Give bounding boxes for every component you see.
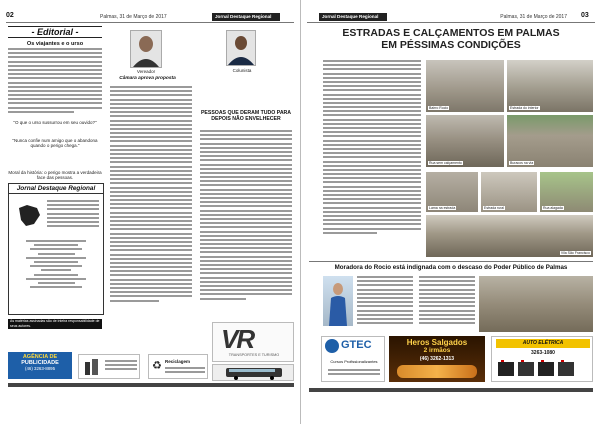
bottom-rule — [8, 383, 294, 387]
vr-logo: VR — [221, 324, 254, 354]
person-icon — [323, 276, 353, 326]
person-icon — [227, 31, 255, 65]
bus-icon — [224, 366, 284, 380]
photo-caption: Lama na estrada — [429, 206, 456, 210]
road-photo-6 — [481, 172, 537, 212]
masthead-box — [8, 183, 104, 315]
header-bar — [319, 13, 387, 21]
agency-ad[interactable] — [8, 352, 72, 379]
top-rule — [307, 22, 595, 23]
resident-photo — [323, 276, 353, 326]
masthead-footer: As matérias assinadas são de inteira responsabilidade de seus autores. — [8, 319, 102, 329]
article-body — [323, 60, 421, 246]
header-bar — [212, 13, 280, 21]
editorial-question: "O que o urso sussurrou em seu ouvido?" — [13, 120, 97, 125]
agency-ad-line1: AGÊNCIA DE — [22, 354, 58, 360]
agency-ad-phone: (46) 3263-8895 — [24, 366, 56, 371]
headline-line-1: ESTRADAS E CALÇAMENTOS EM PALMAS — [342, 27, 560, 39]
heros-phone: (46) 3262-1313 — [419, 356, 455, 362]
recycle-icon: ♻ — [152, 360, 162, 372]
auto-eletrica-name: AUTO ELÉTRICA — [496, 339, 590, 348]
photo-caption: Vila São Francisco — [560, 251, 590, 255]
column-1-body — [110, 86, 192, 318]
editorial-title: - Editorial - — [8, 26, 102, 38]
editorial-headline: Os viajantes e o urso — [26, 41, 84, 47]
agency-ad-line2: PUBLICIDADE — [21, 360, 59, 366]
road-photo-2 — [507, 60, 593, 112]
photo-caption: Estrada rural — [484, 206, 505, 210]
map-icon — [15, 202, 43, 228]
photo-caption: Rua alagada — [543, 206, 563, 210]
recycling-ad-text: Reciclagem — [165, 359, 191, 364]
page-number: 02 — [6, 12, 14, 19]
column-2-body — [200, 130, 292, 320]
editorial-body-text — [8, 48, 102, 118]
gtec-tagline: Cursos Profissionalizantes — [330, 359, 378, 364]
road-photo-3 — [426, 115, 504, 167]
street-photo — [479, 276, 593, 332]
columnist-1-photo — [130, 30, 162, 68]
building-icon — [83, 358, 101, 376]
auto-eletrica-ad[interactable] — [491, 336, 593, 382]
photo-caption: Buracos na via — [510, 161, 534, 165]
building-ad[interactable] — [78, 354, 140, 379]
column-2-headline: PESSOAS QUE DERAM TUDO PARA DEPOIS NÃO ENVELHECER — [200, 110, 292, 122]
header-date: Palmas, 31 de Março de 2017 — [500, 14, 567, 20]
bottom-rule — [309, 388, 593, 392]
person-icon — [131, 31, 161, 67]
columnist-2-caption: Colunista — [232, 68, 252, 73]
columnist-2-photo — [226, 30, 256, 66]
batteries-icon — [496, 358, 590, 380]
section-rule — [309, 261, 593, 262]
resident-article-col-1 — [357, 276, 413, 332]
masthead-title: Jornal Destaque Regional — [9, 184, 103, 194]
editorial-moral: Moral da história: o perigo mostra a verdadeira face das pessoas. — [8, 170, 102, 181]
header-paper-name: Jornal Destaque Regional — [215, 14, 272, 19]
editorial-quote: "Nunca confie num amigo que o abandona quando o perigo chega." — [12, 138, 98, 149]
right-page — [300, 0, 600, 424]
photo-caption: Estrada do interior — [510, 106, 539, 110]
sub-headline: Moradora do Rocio está indignada com o descaso do Poder Público de Palmas — [334, 264, 568, 271]
gtec-name: GTEC — [341, 339, 372, 351]
recycling-ad[interactable] — [148, 354, 208, 379]
gtec-logo-icon — [325, 339, 339, 353]
main-headline — [309, 27, 593, 51]
road-photo-7 — [540, 172, 593, 212]
auto-eletrica-phone: 3263-1080 — [531, 350, 555, 356]
columnist-1-caption: Vereador — [136, 69, 156, 74]
road-photo-5 — [426, 172, 478, 212]
photo-caption: Rua sem calçamento — [429, 161, 462, 165]
masthead-staff — [19, 240, 93, 310]
header-date: Palmas, 31 de Março de 2017 — [100, 14, 167, 20]
masthead-info — [47, 200, 99, 234]
bus-ad[interactable] — [212, 364, 294, 381]
gtec-ad[interactable] — [321, 336, 385, 382]
header-paper-name: Jornal Destaque Regional — [322, 14, 379, 19]
road-photo-1 — [426, 60, 504, 112]
food-image — [397, 365, 477, 378]
heros-salgados-ad[interactable] — [389, 336, 485, 382]
vr-tagline: TRANSPORTES E TURISMO — [228, 353, 280, 357]
vr-transportes-ad[interactable] — [212, 322, 294, 362]
headline-line-2: EM PÉSSIMAS CONDIÇÕES — [381, 39, 521, 51]
heros-subtitle: 2 irmãos — [423, 347, 451, 354]
column-1-title: Câmara aprova proposta — [119, 76, 176, 81]
page-number: 03 — [581, 12, 589, 19]
resident-article-col-2 — [419, 276, 475, 332]
top-rule — [6, 22, 294, 23]
photo-caption: Bairro Rocio — [429, 106, 449, 110]
road-photo-8 — [426, 215, 593, 257]
heros-title: Heros Salgados — [406, 338, 468, 347]
road-photo-4 — [507, 115, 593, 167]
